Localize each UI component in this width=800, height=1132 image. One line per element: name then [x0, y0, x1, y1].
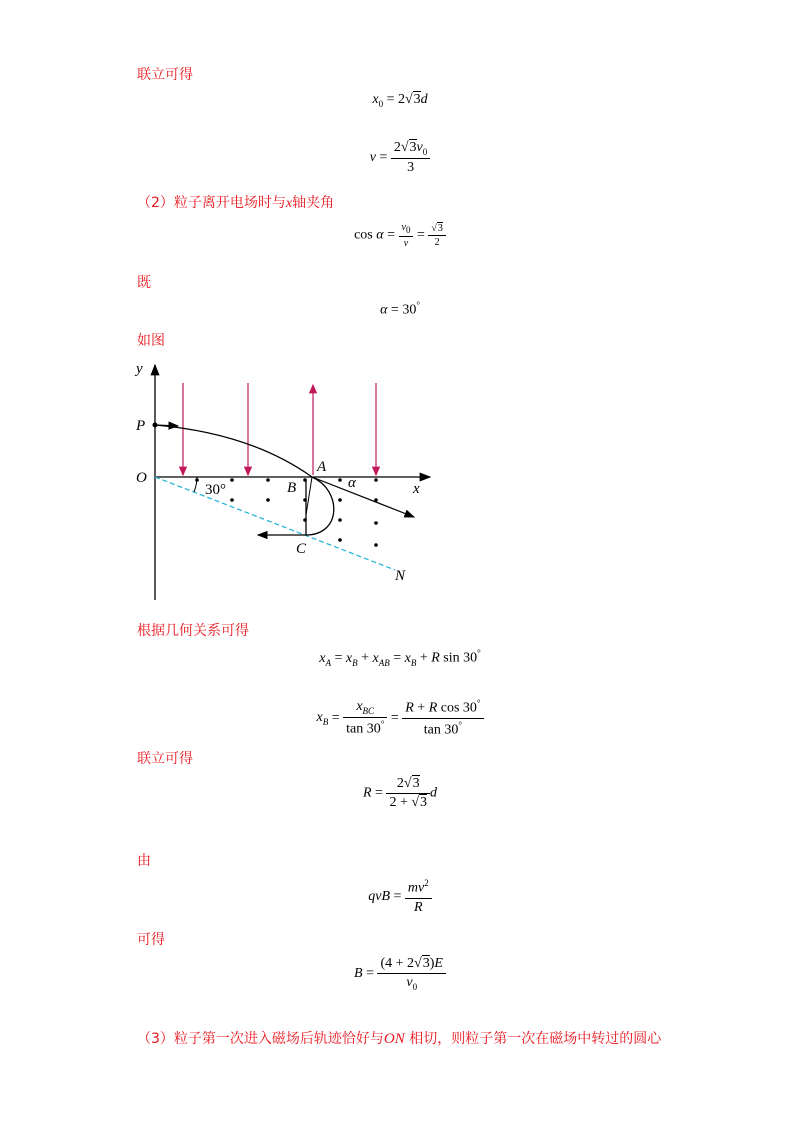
label-obtain: 可得 [137, 932, 165, 948]
label-b: B [287, 480, 297, 496]
label-30: 30° [205, 482, 226, 498]
equation-r: R = $\frac{2√3}{2 + √3}$ d [362, 776, 438, 810]
exit-direction-line [312, 477, 414, 517]
label-thus: 既 [137, 275, 151, 291]
label-n: N [395, 568, 406, 584]
label-o: O [136, 470, 147, 486]
label-p: P [136, 418, 146, 434]
label-x: x [413, 481, 420, 497]
equation-x0: $x_0 = 2√3d$ [372, 92, 428, 109]
label-part-2-text: （2）粒子离开电场时与 [137, 195, 286, 211]
label-part-3-on: ON [383, 1031, 405, 1047]
equation-xa: $x_A = x_B + x_{AB} = x_B + R$ sin 30° [319, 648, 481, 668]
label-part-2-tail: 轴夹角 [292, 195, 335, 211]
label-alpha: α [348, 475, 356, 491]
label-part-3-text: （3）粒子第一次进入磁场后轨迹恰好与 [137, 1031, 384, 1047]
physics-diagram [130, 355, 450, 605]
equation-cos-alpha: cos α = $\frac{v_0}{v}$ = $\frac{√3}{2}$ [0, 222, 800, 249]
label-part-3 [137, 1028, 661, 1048]
label-joint-solve-1: 联立可得 [137, 67, 193, 83]
equation-alpha: α = 30° [380, 300, 420, 318]
label-part-2-x: x [285, 196, 293, 211]
equation-xb: $x_B$ = $\frac{x_{BC}}{\tan 30^\circ}$ = $\frac{R + R \cos 30^\circ}{\tan 30^\circ}$ [0, 698, 800, 738]
equation-b: B = $\frac{(4 + 2√3)E}{v_0}$ [0, 956, 800, 992]
chord-ab [306, 477, 312, 515]
line-on [155, 477, 395, 570]
label-y: y [136, 361, 143, 377]
label-geometry: 根据几何关系可得 [137, 623, 249, 639]
label-part-2 [137, 192, 334, 212]
trajectory-electric [155, 425, 312, 477]
label-a: A [317, 459, 327, 475]
label-c: C [296, 541, 307, 557]
equation-qvb: qvB = $\frac{mv^2}{R}$ [0, 878, 800, 916]
label-as-figure: 如图 [137, 333, 165, 349]
label-joint-solve-2: 联立可得 [137, 751, 193, 767]
equation-v: v = $\frac{2√3v_0}{3}$ [0, 140, 800, 176]
label-part-3-tail: 相切，则粒子第一次在磁场中转过的圆心 [409, 1031, 662, 1047]
label-from: 由 [137, 853, 151, 869]
